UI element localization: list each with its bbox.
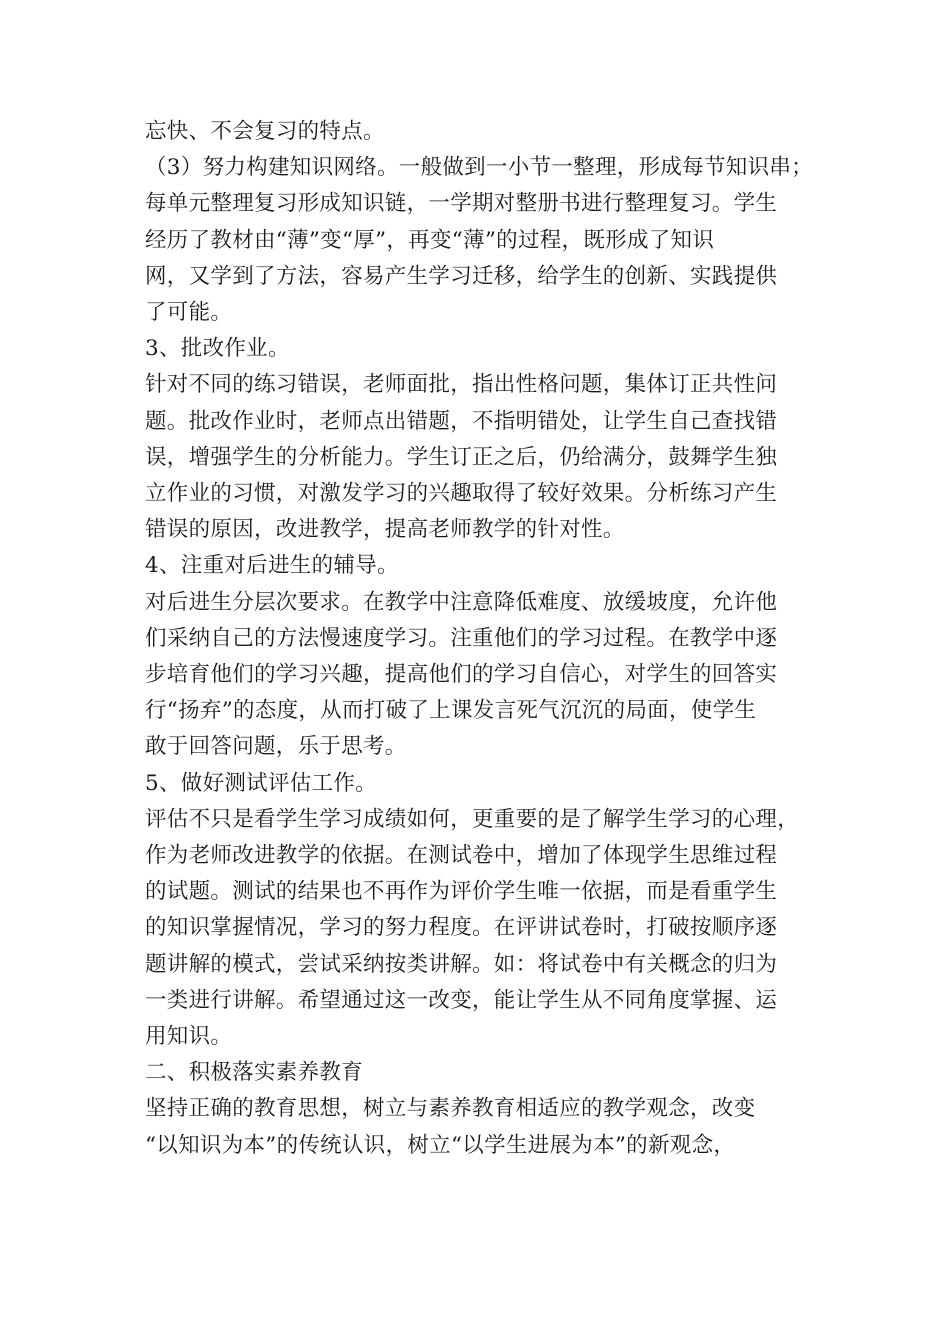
text-line: 每单元整理复习形成知识链，一学期对整册书进行整理复习。学生 [145,191,778,217]
text-line: 对后进生分层次要求。在教学中注意降低难度、放缓坡度，允许他 [145,589,778,615]
text-line: “以知识为本”的传统认识，树立“以学生进展为本”的新观念， [145,1132,736,1158]
section-heading: 4、注重对后进生的辅导。 [145,553,399,579]
text-line: 针对不同的练习错误，老师面批，指出性格问题，集体订正共性问 [145,372,778,398]
text-line: 忘快、不会复习的特点。 [145,119,385,144]
text-line: 的试题。测试的结果也不再作为评价学生唯一依据，而是看重学生 [145,879,778,905]
text-line: 的知识掌握情况，学习的努力程度。在评讲试卷时，打破按顺序逐 [145,915,778,941]
text-line: 了可能。 [145,300,233,326]
text-line: 经历了教材由“薄”变“厚”，再变“薄”的过程，既形成了知识 [145,227,715,253]
section-heading: 二、积极落实素养教育 [145,1060,364,1086]
text-line: 行“扬弃”的态度，从而打破了上课发言死气沉沉的局面，使学生 [145,698,757,724]
text-line: 网，又学到了方法，容易产生学习迁移，给学生的创新、实践提供 [145,263,778,289]
text-line: 题。批改作业时，老师点出错题，不指明错处，让学生自己查找错 [145,408,778,434]
text-line: 立作业的习惯，对激发学习的兴趣取得了较好效果。分析练习产生 [145,481,778,507]
section-heading: 3、批改作业。 [145,336,290,362]
text-line: 一类进行讲解。希望通过这一改变，能让学生从不同角度掌握、运 [145,987,778,1013]
document-body [145,114,815,1164]
text-line: 们采纳自己的方法慢速度学习。注重他们的学习过程。在教学中逐 [145,625,778,651]
text-line: 评估不只是看学生学习成绩如何，更重要的是了解学生学习的心理， [145,806,800,832]
text-line: 坚持正确的教育思想，树立与素养教育相适应的教学观念，改变 [145,1096,756,1122]
text-line: 步培育他们的学习兴趣，提高他们的学习自信心，对学生的回答实 [145,662,778,688]
text-line: 用知识。 [145,1024,233,1050]
text-line: （3）努力构建知识网络。一般做到一小节一整理，形成每节知识串； [145,155,813,181]
text-line: 作为老师改进教学的依据。在测试卷中，增加了体现学生思维过程 [145,843,778,869]
text-line: 敢于回答问题，乐于思考。 [145,734,407,760]
text-line: 题讲解的模式，尝试采纳按类讲解。如：将试卷中有关概念的归为 [145,951,778,977]
text-line: 错误的原因，改进教学，提高老师教学的针对性。 [145,517,625,543]
section-heading: 5、做好测试评估工作。 [145,770,377,796]
text-line: 误，增强学生的分析能力。学生订正之后，仍给满分，鼓舞学生独 [145,444,778,470]
